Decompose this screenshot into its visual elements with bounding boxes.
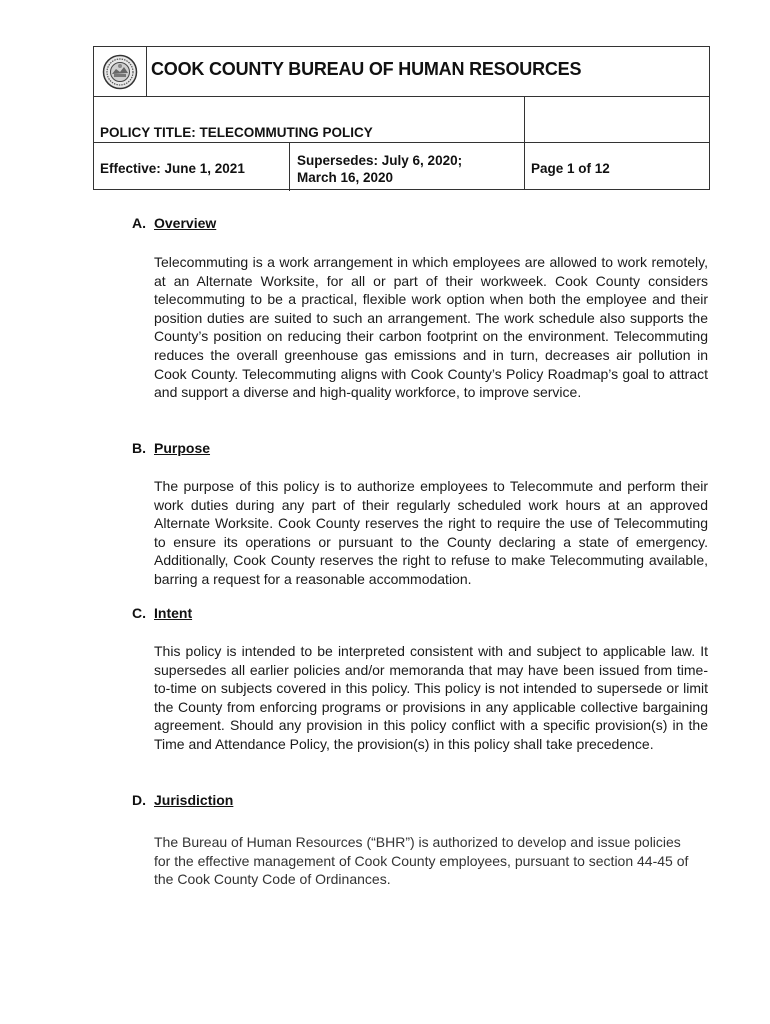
section-heading-overview (132, 215, 216, 231)
policy-header-table (93, 46, 710, 190)
section-title: Jurisdiction (154, 792, 234, 808)
supersedes-line-2: March 16, 2020 (297, 170, 394, 185)
county-seal-icon (102, 54, 138, 90)
header-title-row (94, 47, 709, 97)
section-letter: A. (132, 215, 146, 231)
section-body-jurisdiction: The Bureau of Human Resources (“BHR”) is authorized to develop and issue policies for the effective management of Cook County employees, pursuant to section 44-45 of the Cook County Code of Ordinances. (154, 834, 689, 888)
section-title: Overview (154, 215, 217, 231)
section-heading-jurisdiction (132, 792, 233, 808)
section-title: Purpose (154, 440, 211, 456)
section-letter: B. (132, 440, 146, 456)
section-body-purpose: The purpose of this policy is to authorize employees to Telecommute and perform their work duties during any part of their regularly scheduled work hours at an approved Alternate Worksite. Cook County reserves the right to require the use of Telecommuting to ensure its operations or pursuant to the County declaring a state of emergency. Additionally, Cook County reserves the right to refuse to make Telecommuting available, barring a request for a reasonable accommodation. (154, 478, 708, 587)
page-number: Page 1 of 12 (531, 161, 610, 176)
section-heading-purpose (132, 440, 210, 456)
supersedes-date (297, 152, 517, 186)
section-letter: C. (132, 605, 146, 621)
section-letter: D. (132, 792, 146, 808)
supersedes-line-1: Supersedes: July 6, 2020; (297, 153, 463, 168)
effective-date: Effective: June 1, 2021 (100, 161, 245, 176)
section-body-overview: Telecommuting is a work arrangement in which employees are allowed to work remotely, at an Alternate Worksite, for all or part of their workweek. Cook County considers telecommuting to be a practical, flexible work option when both the employee and their position duties are suited to such an arrangement. The work schedule also supports the County’s position on reducing their carbon footprint on the environment. Telecommuting reduces the overall greenhouse gas emissions and in turn, decreases air pollution in Cook County. Telecommuting aligns with Cook County’s Policy Roadmap’s goal to attract and support a diverse and high-quality workforce, to improve service. (154, 254, 708, 401)
policy-dates-row (94, 142, 709, 191)
organization-title: COOK COUNTY BUREAU OF HUMAN RESOURCES (151, 59, 582, 79)
section-title: Intent (154, 605, 193, 621)
policy-title-row (94, 97, 709, 143)
section-heading-intent (132, 605, 192, 621)
middle-column-divider (289, 143, 290, 191)
seal-cell (94, 47, 147, 96)
section-body-intent: This policy is intended to be interpreted consistent with and subject to applicable law. It supersedes all earlier policies and/or memoranda that may have been issued from time-to-time on subjects covered in this policy. This policy is not intended to supersede or limit the County from enforcing programs or provisions in any applicable collective bargaining agreement. Should any provision in this policy conflict with a specific provision(s) in the Time and Attendance Policy, the provision(s) in this policy shall take precedence. (154, 643, 708, 752)
policy-title: POLICY TITLE: TELECOMMUTING POLICY (100, 125, 373, 140)
